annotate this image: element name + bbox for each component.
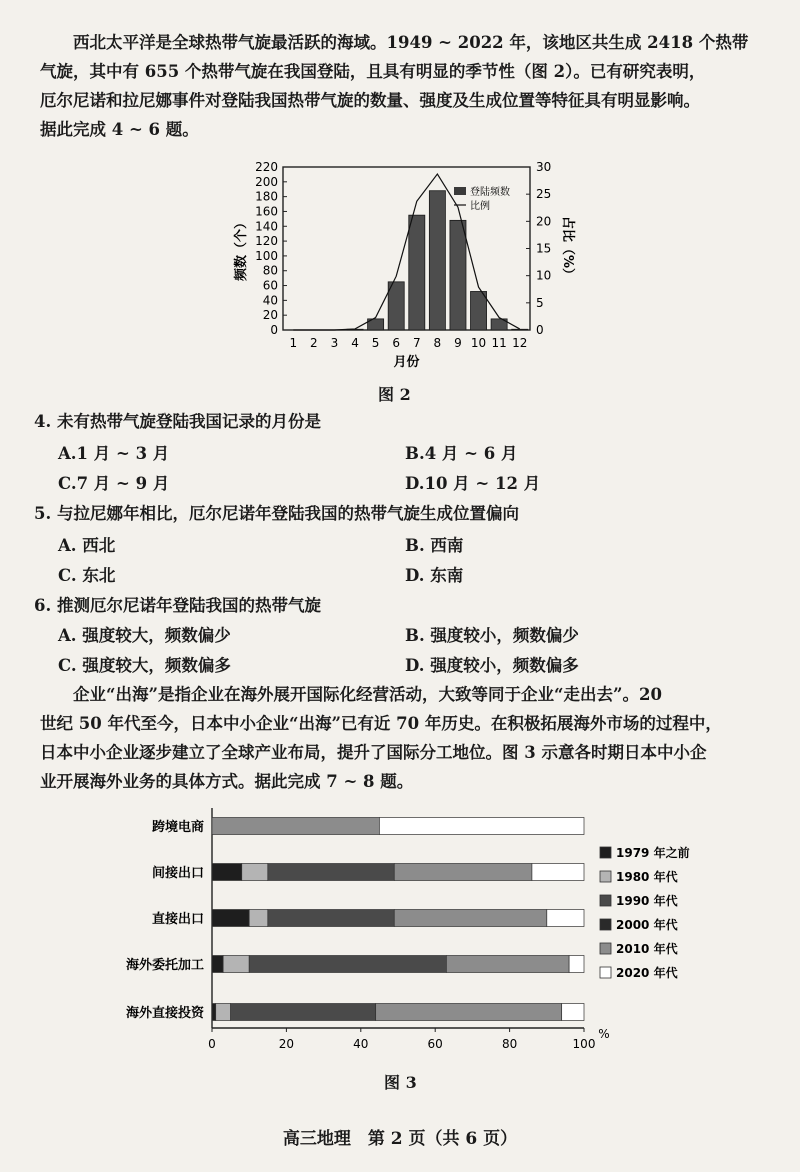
bar-segment-0-4 bbox=[212, 818, 379, 835]
bar-segment-2-5 bbox=[547, 910, 584, 927]
category-label: 跨境电商 bbox=[151, 820, 204, 835]
bar-segment-1-5 bbox=[532, 864, 584, 881]
bar-segment-4-1 bbox=[216, 1004, 231, 1021]
intro1-line-4: 据此完成 4 ~ 6 题。 bbox=[40, 120, 199, 139]
q4-option-b[interactable]: B.4 月 ~ 6 月 bbox=[405, 444, 518, 463]
legend-label: 2000 年代 bbox=[616, 918, 678, 932]
category-label: 间接出口 bbox=[151, 866, 204, 881]
legend-swatch bbox=[600, 967, 611, 978]
bar-segment-0-5 bbox=[379, 818, 584, 835]
legend-label: 1990 年代 bbox=[616, 894, 678, 908]
y-tick-label: 80 bbox=[262, 263, 278, 278]
x-tick-label: 12 bbox=[512, 336, 528, 350]
x-tick-label: 100 bbox=[572, 1037, 596, 1050]
q5-option-d[interactable]: D. 东南 bbox=[405, 566, 464, 585]
bar-segment-2-4 bbox=[394, 910, 547, 927]
x-tick-label: 0 bbox=[208, 1037, 216, 1050]
legend-swatch bbox=[600, 895, 611, 906]
y-tick-label: 0 bbox=[270, 323, 278, 337]
y-tick-label: 200 bbox=[255, 174, 278, 189]
x-axis-label: 月份 bbox=[393, 355, 420, 370]
bar-segment-2-2 bbox=[268, 910, 394, 927]
figure-3-chart bbox=[0, 800, 800, 1050]
y2-tick-label: 10 bbox=[536, 268, 552, 283]
y2-tick-label: 25 bbox=[536, 187, 552, 202]
q5-option-a[interactable]: A. 西北 bbox=[58, 536, 116, 555]
x-tick-label: 7 bbox=[412, 336, 421, 350]
intro2-line-3: 日本中小企业逐步建立了全球产业布局，提升了国际分工地位。图 3 示意各时期日本中小企 bbox=[40, 743, 707, 762]
bar-segment-4-2 bbox=[231, 1004, 376, 1021]
x-tick-label: 2 bbox=[310, 336, 318, 350]
bar-segment-3-2 bbox=[249, 956, 446, 973]
category-label: 海外直接投资 bbox=[125, 1006, 204, 1021]
bar-month-6 bbox=[388, 282, 404, 330]
legend-swatch bbox=[600, 871, 611, 882]
intro2-line-4: 业开展海外业务的具体方式。据此完成 7 ~ 8 题。 bbox=[40, 772, 414, 791]
bar-segment-2-1 bbox=[249, 910, 268, 927]
category-label: 直接出口 bbox=[151, 912, 204, 927]
x-tick-label: 5 bbox=[371, 336, 380, 350]
legend-bar-swatch bbox=[454, 187, 466, 195]
x-tick-label: 40 bbox=[353, 1037, 369, 1050]
bar-segment-1-4 bbox=[394, 864, 532, 881]
bar-month-7 bbox=[409, 215, 425, 330]
y2-axis-label: 占比（%） bbox=[560, 215, 575, 282]
q5-option-c[interactable]: C. 东北 bbox=[58, 566, 116, 585]
q4-option-a[interactable]: A.1 月 ~ 3 月 bbox=[58, 444, 170, 463]
category-label: 海外委托加工 bbox=[125, 958, 204, 973]
legend-line-label: 比例 bbox=[470, 201, 490, 212]
y-tick-label: 100 bbox=[255, 248, 278, 263]
figure-2-caption: 图 2 bbox=[378, 385, 411, 404]
x-tick-label: 9 bbox=[454, 336, 462, 350]
y2-tick-label: 30 bbox=[536, 160, 552, 174]
question-6-stem: 6. 推测厄尔尼诺年登陆我国的热带气旋 bbox=[34, 596, 321, 615]
q6-option-d[interactable]: D. 强度较小，频数偏多 bbox=[405, 656, 579, 675]
bar-segment-2-0 bbox=[212, 910, 249, 927]
y-tick-label: 140 bbox=[255, 219, 278, 234]
x-tick-label: 10 bbox=[470, 336, 487, 350]
bar-segment-4-4 bbox=[376, 1004, 562, 1021]
legend-bar-label: 登陆频数 bbox=[470, 187, 510, 198]
y-axis-label: 频数（个） bbox=[234, 215, 249, 282]
legend-label: 1980 年代 bbox=[616, 870, 678, 884]
legend-swatch bbox=[600, 919, 611, 930]
bar-segment-3-0 bbox=[212, 956, 223, 973]
figure-3-caption: 图 3 bbox=[384, 1073, 417, 1092]
intro1-line-1: 西北太平洋是全球热带气旋最活跃的海域。1949 ~ 2022 年，该地区共生成 2418 个热带 bbox=[73, 33, 749, 52]
intro2-line-1: 企业“出海”是指企业在海外展开国际化经营活动，大致等同于企业“走出去”。20 bbox=[73, 685, 662, 704]
x-tick-label: 80 bbox=[501, 1037, 518, 1050]
x-tick-label: 4 bbox=[351, 336, 359, 350]
y2-tick-label: 5 bbox=[536, 295, 544, 310]
page-footer: 高三地理 第 2 页（共 6 页） bbox=[282, 1129, 518, 1149]
legend-label: 2010 年代 bbox=[616, 942, 678, 956]
x-tick-label: 8 bbox=[433, 336, 442, 350]
bar-segment-3-4 bbox=[446, 956, 569, 973]
q5-option-b[interactable]: B. 西南 bbox=[405, 536, 464, 555]
bar-segment-3-1 bbox=[223, 956, 249, 973]
question-4-stem: 4. 未有热带气旋登陆我国记录的月份是 bbox=[34, 412, 321, 431]
x-unit-label: % bbox=[598, 1027, 610, 1041]
y-tick-label: 40 bbox=[262, 293, 278, 308]
bar-segment-4-5 bbox=[562, 1004, 584, 1021]
y-tick-label: 120 bbox=[255, 234, 278, 249]
bar-segment-1-1 bbox=[242, 864, 268, 881]
y2-tick-label: 15 bbox=[536, 241, 552, 256]
x-tick-label: 11 bbox=[491, 336, 507, 350]
q6-option-a[interactable]: A. 强度较大，频数偏少 bbox=[58, 626, 231, 645]
bar-segment-3-5 bbox=[569, 956, 584, 973]
bar-segment-1-0 bbox=[212, 864, 242, 881]
x-tick-label: 6 bbox=[392, 336, 401, 350]
y-tick-label: 220 bbox=[255, 160, 278, 174]
y-tick-label: 20 bbox=[262, 308, 278, 323]
intro-paragraph-2 bbox=[40, 680, 770, 796]
q4-option-d[interactable]: D.10 月 ~ 12 月 bbox=[405, 474, 541, 493]
x-tick-label: 20 bbox=[278, 1037, 295, 1050]
intro2-line-2: 世纪 50 年代至今，日本中小企业“出海”已有近 70 年历史。在积极拓展海外市场的过程中， bbox=[40, 714, 722, 733]
bar-month-10 bbox=[471, 291, 487, 330]
bar-segment-4-0 bbox=[212, 1004, 216, 1021]
bar-month-12 bbox=[512, 329, 528, 330]
bar-segment-1-2 bbox=[268, 864, 394, 881]
x-tick-label: 60 bbox=[427, 1037, 443, 1050]
bar-month-9 bbox=[450, 220, 466, 330]
figure-2-chart bbox=[0, 150, 800, 380]
legend-swatch bbox=[600, 847, 611, 858]
q4-option-c[interactable]: C.7 月 ~ 9 月 bbox=[58, 474, 170, 493]
bar-month-8 bbox=[429, 191, 445, 330]
y-tick-label: 60 bbox=[262, 278, 278, 293]
y2-tick-label: 20 bbox=[536, 214, 552, 229]
y-tick-label: 180 bbox=[255, 189, 278, 204]
y-tick-label: 160 bbox=[255, 204, 278, 219]
y2-tick-label: 0 bbox=[536, 323, 544, 337]
legend-swatch bbox=[600, 943, 611, 954]
q6-option-c[interactable]: C. 强度较大，频数偏多 bbox=[58, 656, 231, 675]
legend-label: 2020 年代 bbox=[616, 966, 678, 980]
legend-label: 1979 年之前 bbox=[616, 846, 690, 860]
question-5-stem: 5. 与拉尼娜年相比，厄尔尼诺年登陆我国的热带气旋生成位置偏向 bbox=[34, 504, 519, 523]
q6-option-b[interactable]: B. 强度较小，频数偏少 bbox=[405, 626, 579, 645]
x-tick-label: 3 bbox=[330, 336, 339, 350]
x-tick-label: 1 bbox=[289, 336, 298, 350]
intro1-line-2: 气旋，其中有 655 个热带气旋在我国登陆，且具有明显的季节性（图 2）。已有研究表明， bbox=[40, 62, 706, 81]
intro1-line-3: 厄尔尼诺和拉尼娜事件对登陆我国热带气旋的数量、强度及生成位置等特征具有明显影响。 bbox=[40, 91, 700, 110]
intro-paragraph-1 bbox=[40, 28, 770, 144]
